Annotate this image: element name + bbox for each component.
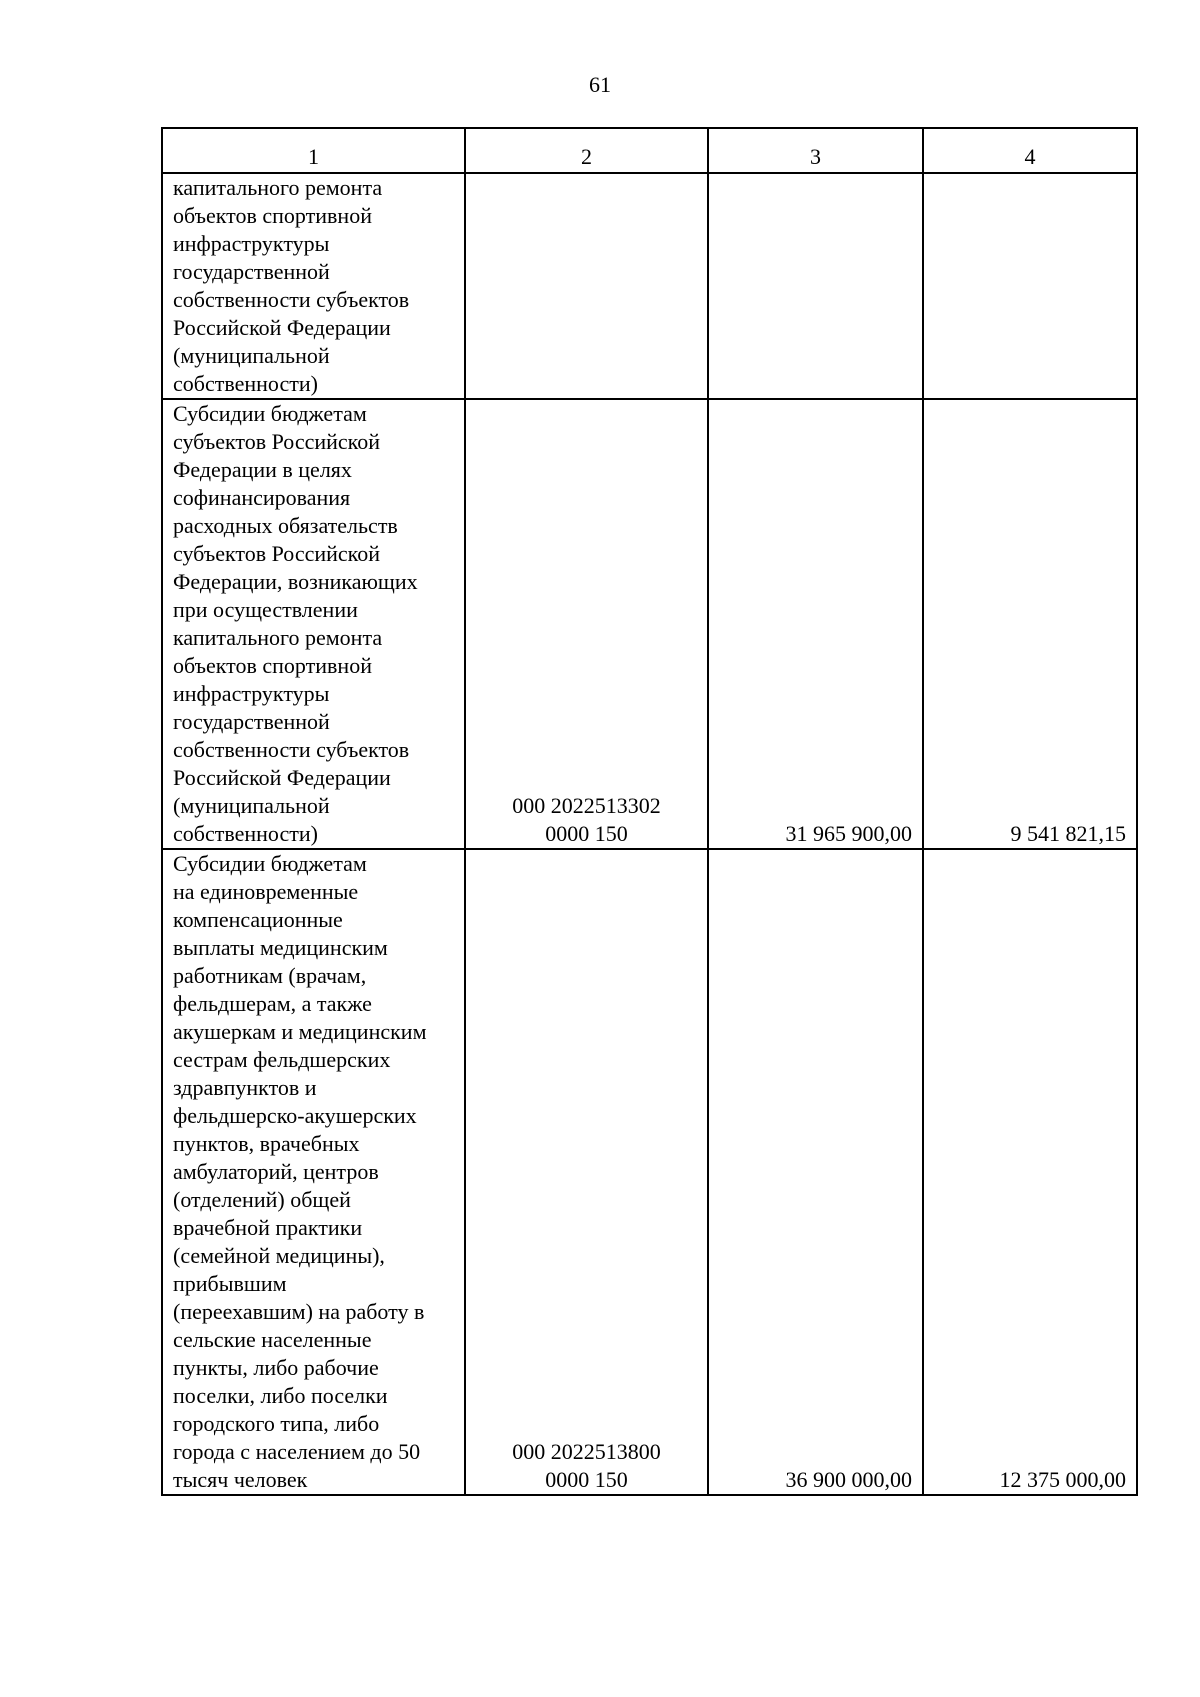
row-code: 000 2022513800 0000 150 [465, 849, 708, 1495]
row-description: Субсидии бюджетам на единовременные компенсационные выплаты медицинским работникам (врачам, фельдшерам, а также акушеркам и медицинским сестрам фельдшерских здравпунктов и фельдшерско-акушерских пунктов, врачебных амбулаторий, центров (отделений) общей врачебной практики (семейной медицины), прибывшим (переехавшим) на работу в сельские населенные пункты, либо рабочие поселки, либо поселки городского типа, либо города с населением до 50 тысяч человек [162, 849, 465, 1495]
row-amount-plan [708, 173, 923, 399]
header-col-2: 2 [465, 128, 708, 173]
row-description: Субсидии бюджетам субъектов Российской Федерации в целях софинансирования расходных обязательств субъектов Российской Федерации, возникающих при осуществлении капитального ремонта объектов спортивной инфраструктуры государственной собственности субъектов Российской Федерации (муниципальной собственности) [162, 399, 465, 849]
table-row [162, 849, 1137, 1495]
header-col-3: 3 [708, 128, 923, 173]
page-number: 61 [589, 72, 611, 97]
table-body [162, 173, 1137, 1495]
table-header [162, 128, 1137, 173]
row-amount-actual [923, 173, 1137, 399]
header-col-4: 4 [923, 128, 1137, 173]
table-row [162, 399, 1137, 849]
row-amount-actual: 9 541 821,15 [923, 399, 1137, 849]
header-col-1: 1 [162, 128, 465, 173]
row-description: капитального ремонта объектов спортивной инфраструктуры государственной собственности субъектов Российской Федерации (муниципальной собственности) [162, 173, 465, 399]
row-code [465, 173, 708, 399]
table-row [162, 173, 1137, 399]
row-amount-plan: 36 900 000,00 [708, 849, 923, 1495]
row-amount-actual: 12 375 000,00 [923, 849, 1137, 1495]
row-code: 000 2022513302 0000 150 [465, 399, 708, 849]
header-row [162, 128, 1137, 173]
row-amount-plan: 31 965 900,00 [708, 399, 923, 849]
budget-table [161, 127, 1138, 1496]
